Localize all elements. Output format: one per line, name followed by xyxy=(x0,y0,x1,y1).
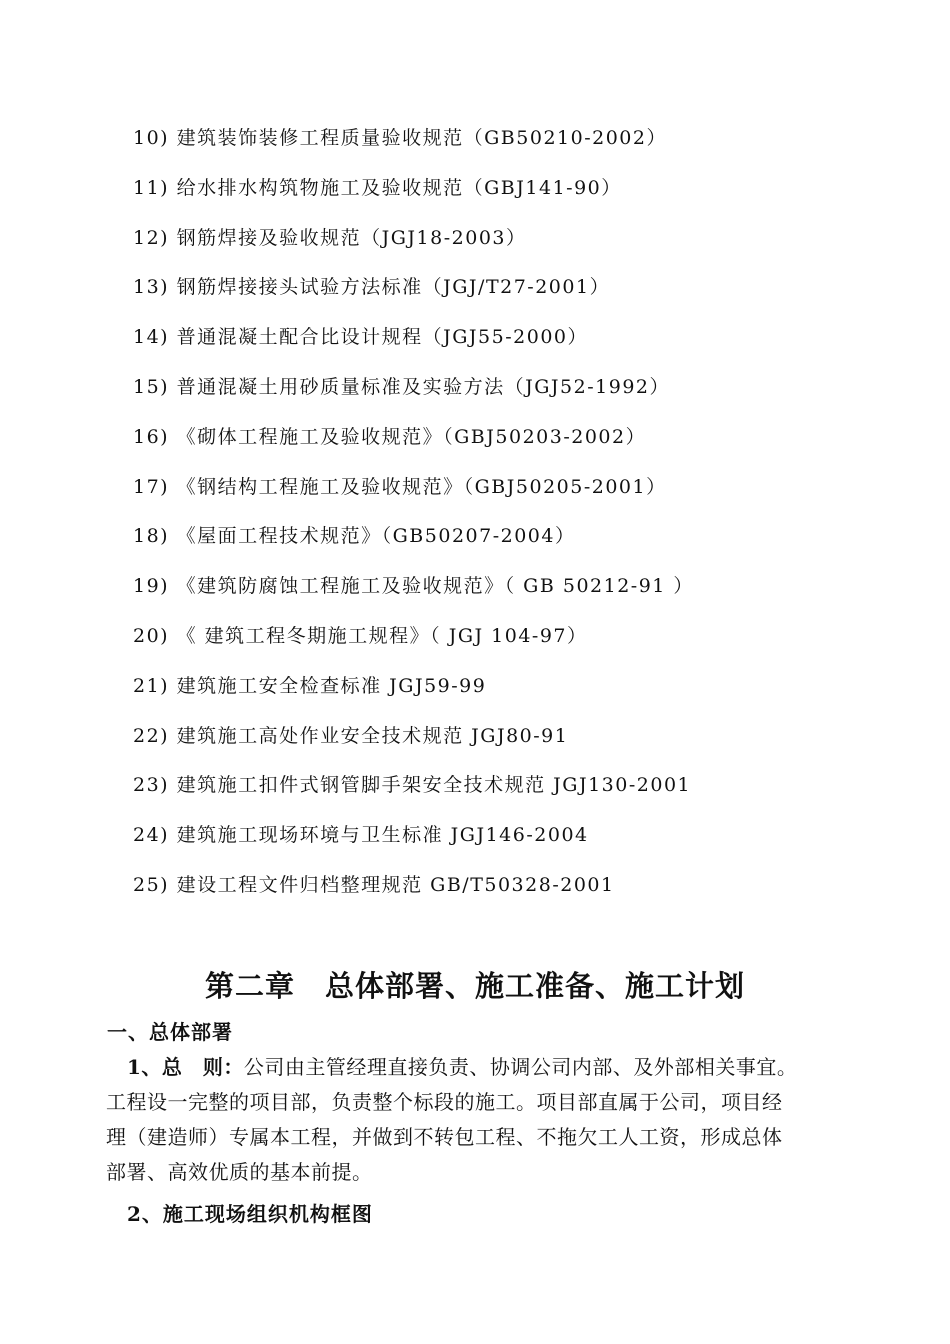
reference-item-22: 22) 建筑施工高处作业安全技术规范 JGJ80-91 xyxy=(133,724,569,747)
reference-item-23: 23) 建筑施工扣件式钢管脚手架安全技术规范 JGJ130-2001 xyxy=(133,774,692,797)
reference-item-19: 19) 《建筑防腐蚀工程施工及验收规范》（ GB 50212-91 ） xyxy=(133,575,694,598)
reference-item-16: 16) 《砌体工程施工及验收规范》（GBJ50203-2002） xyxy=(133,425,647,448)
reference-item-20: 20) 《 建筑工程冬期施工规程》（ JGJ 104-97） xyxy=(133,624,588,647)
chapter-title: 第二章 总体部署、施工准备、施工计划 xyxy=(204,969,745,1003)
reference-item-12: 12) 钢筋焊接及验收规范（JGJ18-2003） xyxy=(133,226,527,249)
section-heading: 一、总体部署 xyxy=(107,1020,233,1044)
reference-item-17: 17) 《钢结构工程施工及验收规范》（GBJ50205-2001） xyxy=(133,475,667,498)
reference-standards-list xyxy=(133,120,694,917)
reference-item-24: 24) 建筑施工现场环境与卫生标准 JGJ146-2004 xyxy=(133,824,589,847)
reference-item-18: 18) 《屋面工程技术规范》（GB50207-2004） xyxy=(133,525,576,548)
reference-item-10: 10) 建筑装饰装修工程质量验收规范（GB50210-2002） xyxy=(133,127,667,149)
reference-item-14: 14) 普通混凝土配合比设计规程（JGJ55-2000） xyxy=(133,326,588,349)
paragraph-line-1 xyxy=(106,1050,876,1085)
paragraph-line-2: 工程设一完整的项目部，负责整个标段的施工。项目部直属于公司，项目经 xyxy=(106,1090,783,1114)
reference-item-15: 15) 普通混凝土用砂质量标准及实验方法（JGJ52-1992） xyxy=(133,375,670,398)
paragraph-line-4: 部署、高效优质的基本前提。 xyxy=(106,1160,373,1184)
paragraph-line-3: 理（建造师）专属本工程，并做到不转包工程、不拖欠工人工资，形成总体 xyxy=(106,1125,783,1149)
reference-item-11: 11) 给水排水构筑物施工及验收规范（GBJ141-90） xyxy=(133,176,622,199)
org-chart-subheading: 2、施工现场组织机构框图 xyxy=(127,1202,373,1226)
reference-item-13: 13) 钢筋焊接接头试验方法标准（JGJ/T27-2001） xyxy=(133,276,611,299)
reference-item-21: 21) 建筑施工安全检查标准 JGJ59-99 xyxy=(133,674,487,697)
general-principles-paragraph xyxy=(106,1050,876,1190)
reference-item-25: 25) 建设工程文件归档整理规范 GB/T50328-2001 xyxy=(133,873,615,896)
paragraph-line-1-text: 公司由主管经理直接负责、协调公司内部、及外部相关事宜。 xyxy=(243,1055,798,1079)
paragraph-lead: 1、总 则： xyxy=(127,1055,244,1079)
